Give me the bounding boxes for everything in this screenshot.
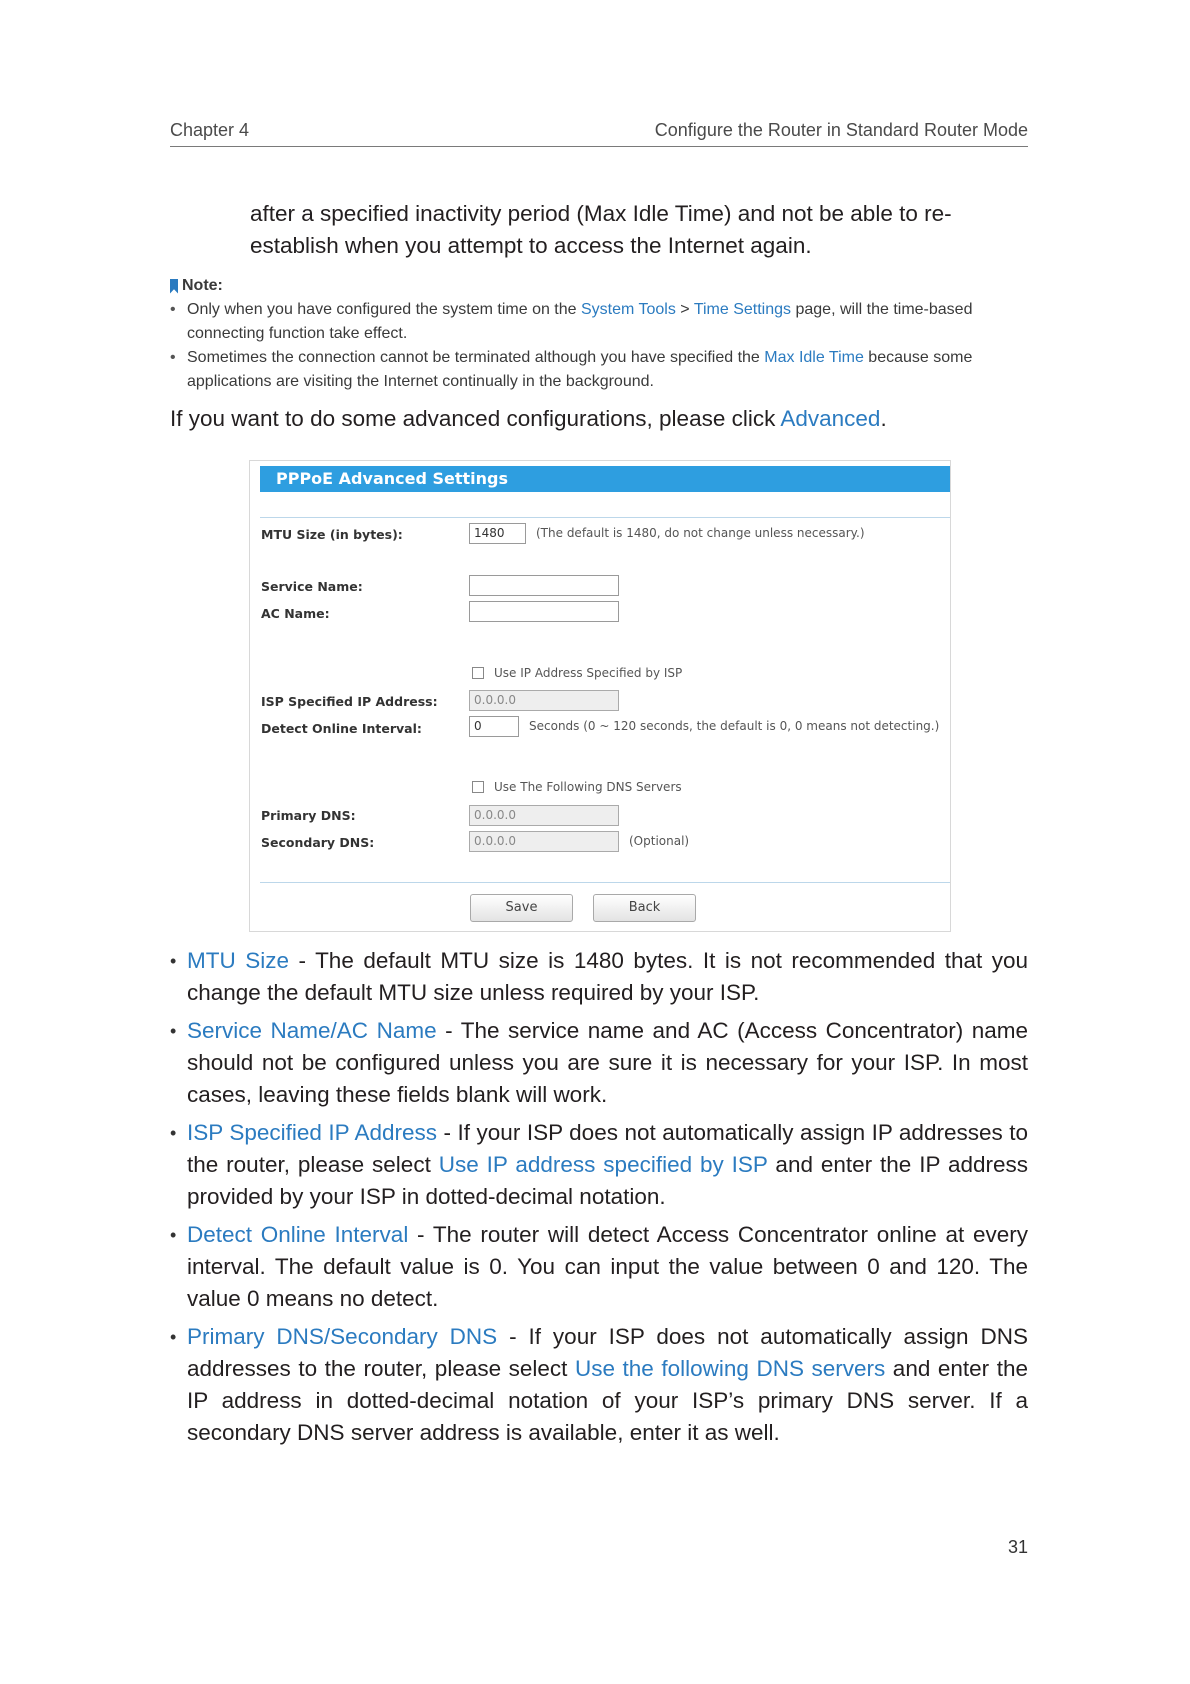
list-item — [170, 1015, 1028, 1111]
advanced-text: If you want to do some advanced configurations, please click — [170, 406, 781, 431]
mtu-input[interactable]: 1480 — [469, 523, 526, 544]
note-text: Sometimes the connection cannot be terminated although you have specified the — [187, 349, 765, 366]
divider — [260, 882, 950, 883]
isp-ip-label: ISP Specified IP Address: — [261, 694, 438, 709]
optional-hint: (Optional) — [629, 834, 690, 848]
detect-interval-term: Detect Online Interval — [187, 1222, 409, 1247]
use-isp-ip-label: Use IP Address Specified by ISP — [494, 666, 683, 680]
use-isp-ip-checkbox[interactable] — [472, 667, 484, 679]
service-name-label: Service Name: — [261, 579, 363, 594]
ac-name-input[interactable] — [469, 601, 619, 622]
bookmark-icon — [170, 279, 178, 294]
mtu-hint: (The default is 1480, do not change unless necessary.) — [536, 526, 865, 540]
note-text: because some applications are visiting the Internet continually in the background. — [187, 349, 973, 390]
secondary-dns-input[interactable]: 0.0.0.0 — [469, 831, 619, 852]
note-block — [170, 274, 1028, 394]
intro-paragraph: after a specified inactivity period (Max Idle Time) and not be able to re-establish when you attempt to access the Internet again. — [250, 201, 952, 258]
primary-dns-input[interactable]: 0.0.0.0 — [469, 805, 619, 826]
note-text: Only when you have configured the system time on the — [187, 301, 581, 318]
dns-desc-end: and enter the IP address in dotted-decimal notation of your ISP’s primary DNS server. If a secondary DNS server address is available, enter it as well. — [187, 1356, 1028, 1445]
list-item — [170, 945, 1028, 1009]
field-descriptions — [170, 945, 1028, 1455]
detect-interval-desc: - The router will detect Access Concentrator online at every interval. The default value is 0. You can input the value between 0 and 120. The value 0 means no detect. — [187, 1222, 1028, 1311]
panel-title: PPPoE Advanced Settings — [260, 466, 950, 492]
divider — [260, 517, 950, 518]
list-item — [170, 1117, 1028, 1213]
advanced-link[interactable]: Advanced — [780, 406, 881, 431]
note-text: page, will the time-based connecting function take effect. — [187, 301, 973, 342]
time-settings-link[interactable]: Time Settings — [693, 301, 792, 318]
pppoe-settings-screenshot — [249, 460, 951, 932]
secondary-dns-label: Secondary DNS: — [261, 835, 375, 850]
save-button[interactable]: Save — [470, 894, 573, 922]
advanced-text-end: . — [880, 406, 887, 431]
list-item — [170, 1219, 1028, 1315]
max-idle-time-link[interactable]: Max Idle Time — [764, 349, 864, 366]
use-dns-link: Use the following DNS servers — [574, 1356, 886, 1381]
note-title — [170, 274, 1028, 298]
dns-term: Primary DNS/Secondary DNS — [187, 1324, 498, 1349]
note-separator: > — [675, 301, 694, 318]
note-list — [170, 298, 1028, 394]
isp-ip-term: ISP Specified IP Address — [187, 1120, 438, 1145]
mtu-size-term: MTU Size — [187, 948, 289, 973]
isp-ip-input[interactable]: 0.0.0.0 — [469, 690, 619, 711]
page-number: 31 — [1007, 1537, 1028, 1557]
dns-desc: - If your ISP does not automatically assign DNS addresses to the router, please select — [187, 1324, 1028, 1381]
back-button[interactable]: Back — [593, 894, 696, 922]
page-header — [170, 120, 1028, 147]
primary-dns-label: Primary DNS: — [261, 808, 356, 823]
service-name-desc: - The service name and AC (Access Concentrator) name should not be configured unless you are sure it is necessary for your ISP. In most cases, leaving these fields blank will work. — [187, 1018, 1028, 1107]
detect-interval-hint: Seconds (0 ~ 120 seconds, the default is 0, 0 means not detecting.) — [529, 719, 940, 733]
service-name-term: Service Name/AC Name — [187, 1018, 437, 1043]
isp-ip-desc: - If your ISP does not automatically assign IP addresses to the router, please select — [187, 1120, 1028, 1177]
use-dns-checkbox[interactable] — [472, 781, 484, 793]
service-name-input[interactable] — [469, 575, 619, 596]
note-title-text: Note: — [182, 277, 223, 294]
detect-interval-input[interactable]: 0 — [469, 716, 519, 737]
advanced-paragraph — [170, 403, 1028, 435]
mtu-label: MTU Size (in bytes): — [261, 527, 403, 542]
ac-name-label: AC Name: — [261, 606, 330, 621]
chapter-label: Chapter 4 — [170, 120, 250, 140]
mtu-size-desc: - The default MTU size is 1480 bytes. It is not recommended that you change the default MTU size unless required by your ISP. — [187, 948, 1028, 1005]
section-title: Configure the Router in Standard Router Mode — [654, 120, 1028, 140]
note-item — [170, 346, 1028, 394]
list-item — [170, 1321, 1028, 1449]
isp-ip-desc-end: and enter the IP address provided by your ISP in dotted-decimal notation. — [187, 1152, 1028, 1209]
system-tools-link[interactable]: System Tools — [581, 301, 676, 318]
use-dns-label: Use The Following DNS Servers — [494, 780, 682, 794]
use-ip-link: Use IP address specified by ISP — [438, 1152, 768, 1177]
note-item — [170, 298, 1028, 346]
detect-interval-label: Detect Online Interval: — [261, 721, 422, 736]
